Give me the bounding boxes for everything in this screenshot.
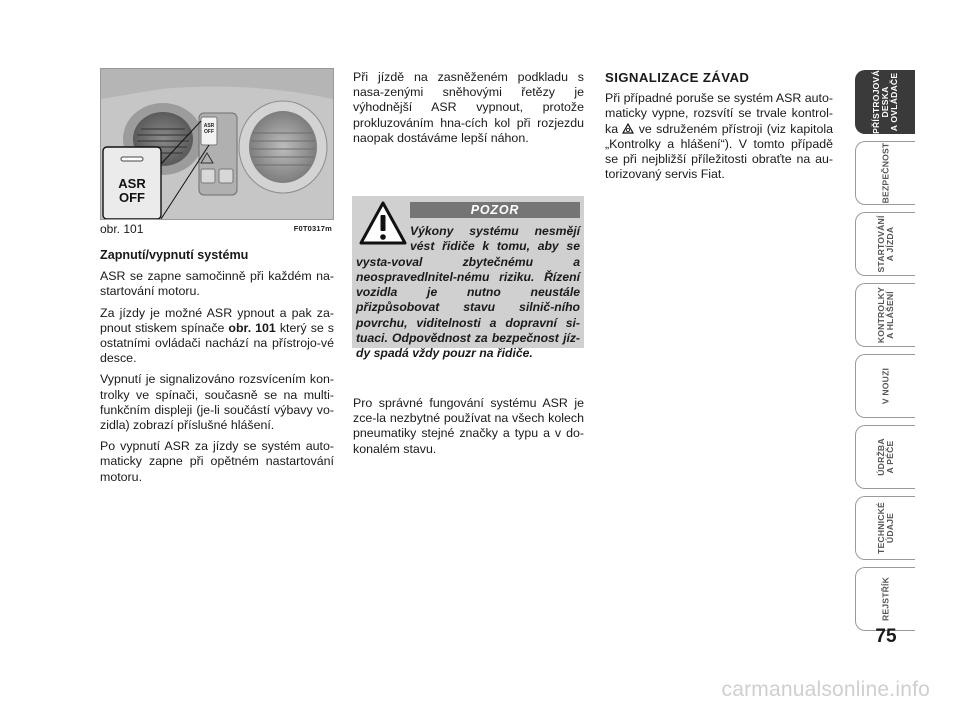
paragraph: Při jízdě na zasněženém podkladu s nasa-zenými sněhovými řetězy je výhodnější ASR vypnout, protože prokluzováním hna-cích kol při rozjezdu naopak dostáváme lepší náhon. <box>353 70 584 145</box>
paragraph: Pro správné fungování systému ASR je zce-la nezbytné používat na všech kolech pneumatiky stejné značky a typu a v do-konalém stavu. <box>353 396 584 456</box>
dashboard-asr-figure <box>100 68 334 220</box>
paragraph: Při případné poruše se systém ASR auto-maticky vypne, rozsvítí se trvale kontrol-ka ve sdruženém přístroji (viz kapitola „Kontrolky a hlášení“). V tomto případě se při nejbližší příležitosti obraťte na au-torizovaný servis Fiat. <box>605 91 834 182</box>
warning-text-block <box>356 224 580 362</box>
left-column <box>100 248 334 491</box>
tab-v-nouzi[interactable]: V NOUZI <box>855 354 915 418</box>
figure-reference: obr. 101 <box>228 320 276 335</box>
asr-warning-light-icon <box>622 123 634 134</box>
paragraph: Vypnutí je signalizováno rozsvícením kon-trolky ve spínači, současně se na multi-funkčním displeji (je-li součástí výbavy vo-zidla) zobrazí příslušné hlášení. <box>100 372 334 433</box>
svg-text:ASR: ASR <box>203 123 215 129</box>
asr-off-label: ASR <box>118 176 146 191</box>
tab-technicke-udaje[interactable]: TECHNICKÉ ÚDAJE <box>855 496 915 560</box>
warning-box <box>352 196 584 361</box>
middle-column-top <box>353 70 584 152</box>
warning-label: POZOR <box>410 202 580 218</box>
svg-text:OFF: OFF <box>204 129 214 135</box>
middle-column-bottom <box>353 396 584 463</box>
section-heading: Zapnutí/vypnutí systému <box>100 248 249 262</box>
figure-caption <box>100 222 332 236</box>
tab-udrzba[interactable]: ÚDRŽBA A PÉČE <box>855 425 915 489</box>
tab-rejstrik[interactable]: REJSTŘÍK <box>855 567 915 631</box>
section-heading: SIGNALIZACE ZÁVAD <box>605 70 750 85</box>
tab-kontrolky[interactable]: KONTROLKY A HLÁŠENÍ <box>855 283 915 347</box>
tab-startovani[interactable]: STARTOVÁNÍ A JÍZDA <box>855 212 915 276</box>
paragraph: Za jízdy je možné ASR ypnout a pak za-pnout stiskem spínače obr. 101 který se s ostatními ovládači nachází na přístrojo-vé desce. <box>100 305 334 366</box>
dashboard-illustration <box>101 69 333 219</box>
page-number: 75 <box>875 626 897 647</box>
figure-label: obr. 101 <box>100 222 144 236</box>
tab-bezpecnost[interactable]: BEZPEČNOST <box>855 141 915 205</box>
tab-pristrojova-deska[interactable]: PŘÍSTROJOVÁ DESKA A OVLÁDAČE <box>855 70 915 134</box>
paragraph: Po vypnutí ASR za jízdy se systém auto-maticky zapne při opětném nastartování motoru. <box>100 439 334 484</box>
asr-off-label-2: OFF <box>119 190 145 205</box>
figure-code: F0T0317m <box>293 224 332 233</box>
watermark: carmanualsonline.info <box>721 678 930 701</box>
warning-text: Výkony systému nesmějí vést řidiče k tomu, aby se vysta-voval zbytečnému a neospravedlnitel-nému riziku. Řízení vozidla je nutno neustále přizpůsobovat stavu silnič-ního povrchu, viditelnosti a dopravní si-tuaci. Odpovědnost za bezpečnost jíz-dy spadá vždy pouzr na řidiče. <box>356 224 580 361</box>
right-column <box>605 70 833 188</box>
paragraph: ASR se zapne samočinně při každém na-startování motoru. <box>100 269 334 299</box>
